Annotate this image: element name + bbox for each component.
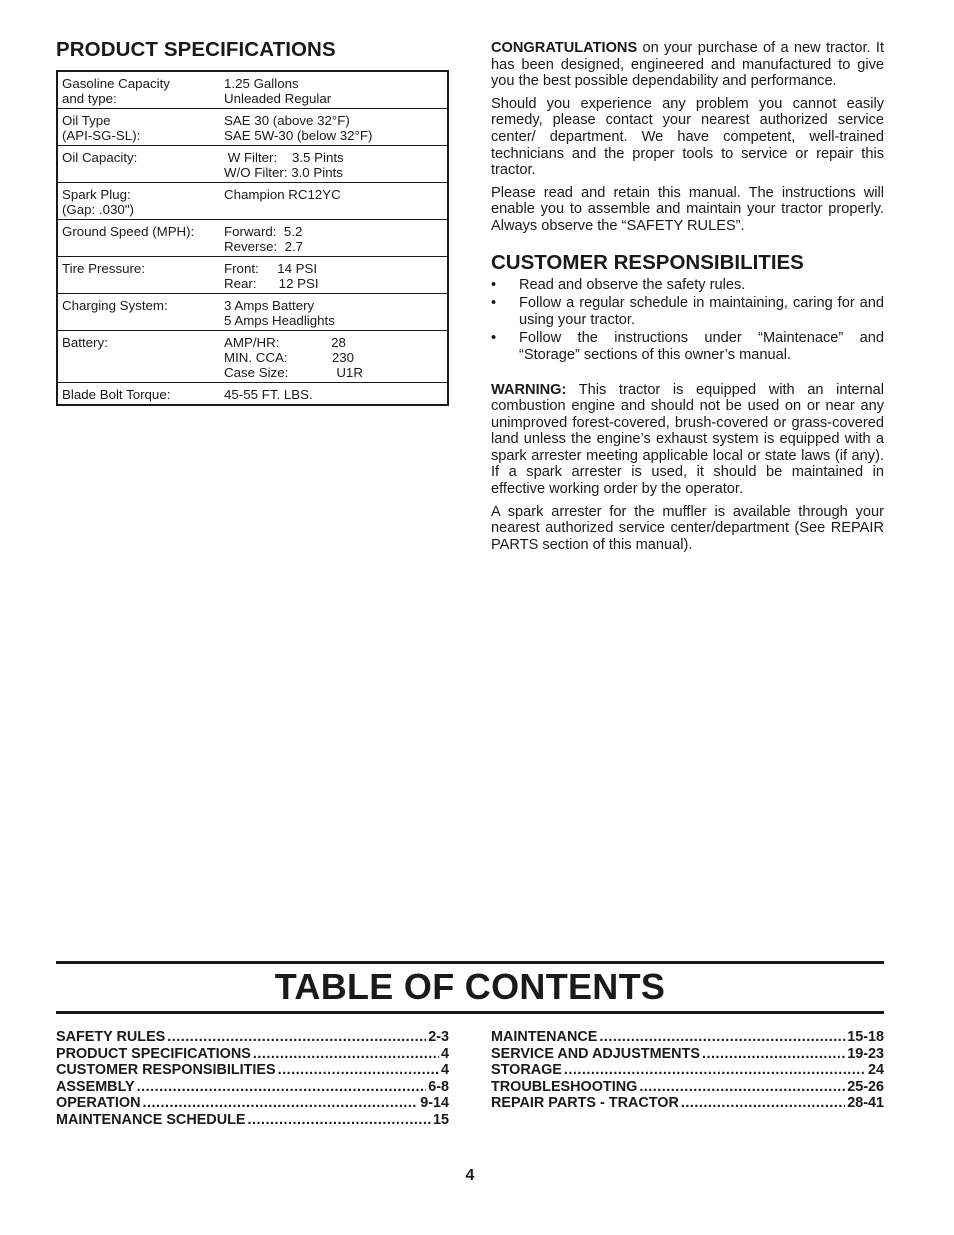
spec-value: Forward: 5.2 Reverse: 2.7 [224, 224, 304, 254]
spec-value: 3 Amps Battery 5 Amps Headlights [224, 298, 335, 328]
spec-label: Charging System: [62, 298, 168, 313]
toc-left-column [56, 1029, 449, 1128]
right-column [491, 40, 884, 559]
responsibilities-list [491, 277, 884, 364]
warning-paragraph [491, 382, 884, 498]
spec-value: 45-55 FT. LBS. [224, 387, 313, 402]
toc-entry-title: SAFETY RULES [56, 1029, 166, 1045]
toc-entry-title: TROUBLESHOOTING [491, 1078, 638, 1095]
list-item [491, 330, 884, 363]
toc-entry-storage[interactable] [491, 1062, 884, 1079]
spec-row-oil-type [58, 108, 447, 145]
toc-entry-title: OPERATION [56, 1095, 141, 1111]
bullet-icon: • [491, 295, 497, 312]
toc-entry-title: MAINTENANCE [491, 1029, 598, 1045]
warning-text: This tractor is equipped with an internal combustion engine and should not be used on or near any unimproved forest-covered, brush-covered or grass-covered land unless the engine’s exhaust system is equipped with a spark arrester meeting applicable local or state laws (if any). If a spark arrester is used, it should be maintained in effective working order by the operator. [491, 381, 884, 498]
toc-entry-pages: 19-23 [847, 1045, 884, 1062]
toc-entry-title: STORAGE [491, 1062, 562, 1078]
spec-label: Spark Plug: (Gap: .030") [62, 187, 134, 217]
spec-label: Ground Speed (MPH): [62, 224, 195, 239]
product-specifications-heading: PRODUCT SPECIFICATIONS [56, 38, 336, 61]
spec-value: SAE 30 (above 32°F) SAE 5W-30 (below 32°F) [224, 113, 373, 143]
toc-entry-pages: 4 [440, 1062, 449, 1078]
retain-paragraph: Please read and retain this manual. The instructions will enable you to assemble and maintain your tractor properly. Always observe the “SAFETY RULES”. [491, 184, 884, 234]
toc-entry-pages: 25-26 [847, 1078, 884, 1095]
spec-value: AMP/HR: 28 MIN. CCA: 230 Case Size: U1R [224, 335, 363, 380]
congratulations-paragraph [491, 40, 884, 90]
spark-arrester-paragraph: A spark arrester for the muffler is available through your nearest authorized service center/department (See REPAIR PARTS section of this manual). [491, 503, 884, 553]
warning-block [491, 382, 884, 554]
problem-paragraph: Should you experience any problem you cannot easily remedy, please contact your nearest authorized service center/ department. We have competent, well-trained technicians and the proper tools to service or repair this tractor. [491, 95, 884, 179]
list-item [491, 295, 884, 328]
spec-row-gasoline [58, 72, 447, 108]
toc-entry-product-specifications[interactable] [56, 1046, 449, 1063]
congratulations-text: on your purchase of a new tractor. It has been designed, engineered and manufactured to give you the best possible dependability and performance. [491, 40, 884, 90]
spec-row-ground-speed [58, 219, 447, 256]
spec-row-tire-pressure [58, 256, 447, 293]
toc-entry-pages: 2-3 [428, 1029, 449, 1045]
toc-entry-pages: 4 [440, 1045, 449, 1062]
toc-entry-title: ASSEMBLY [56, 1078, 135, 1095]
toc-entry-maintenance[interactable] [491, 1029, 884, 1046]
toc-entry-pages: 28-41 [847, 1095, 884, 1111]
bullet-text: Follow a regular schedule in maintaining, caring for and using your tractor. [519, 295, 884, 328]
toc-right-column [491, 1029, 884, 1112]
toc-entry-troubleshooting[interactable] [491, 1079, 884, 1096]
list-item [491, 277, 884, 294]
toc-entry-safety-rules[interactable] [56, 1029, 449, 1046]
spec-table [56, 70, 449, 406]
spec-row-spark-plug [58, 182, 447, 219]
page-number: 4 [465, 1167, 475, 1184]
toc-entry-title: CUSTOMER RESPONSIBILITIES [56, 1062, 276, 1078]
congratulations-lead: CONGRATULATIONS [491, 40, 638, 56]
bullet-text: Read and observe the safety rules. [519, 276, 746, 293]
toc-entry-operation[interactable] [56, 1095, 449, 1112]
toc-entry-pages: 15 [432, 1111, 449, 1128]
toc-entry-title: MAINTENANCE SCHEDULE [56, 1111, 246, 1128]
toc-entry-title: PRODUCT SPECIFICATIONS [56, 1045, 251, 1062]
customer-responsibilities-heading: CUSTOMER RESPONSIBILITIES [491, 250, 804, 274]
toc-divider-bottom [56, 1011, 884, 1014]
warning-lead: WARNING: [491, 381, 567, 398]
toc-entry-title: SERVICE AND ADJUSTMENTS [491, 1045, 700, 1062]
toc-entry-repair-parts[interactable] [491, 1095, 884, 1112]
spec-row-battery [58, 330, 447, 382]
toc-title: TABLE OF CONTENTS [274, 966, 666, 1007]
spec-value: Champion RC12YC [224, 187, 341, 202]
spec-label: Tire Pressure: [62, 261, 146, 276]
spec-value: 1.25 Gallons Unleaded Regular [224, 76, 332, 106]
spec-row-charging [58, 293, 447, 330]
spec-label: Oil Type (API-SG-SL): [62, 113, 141, 143]
toc-entry-maintenance-schedule[interactable] [56, 1112, 449, 1129]
toc-entry-pages: 15-18 [847, 1029, 884, 1045]
spec-row-blade-torque [58, 382, 447, 404]
spec-label: Gasoline Capacity and type: [62, 76, 170, 106]
bullet-icon: • [491, 330, 497, 347]
spec-row-oil-capacity [58, 145, 447, 182]
toc-divider-top [56, 961, 884, 964]
bullet-icon: • [491, 276, 497, 293]
toc-entry-pages: 9-14 [420, 1095, 449, 1111]
toc-entry-customer-responsibilities[interactable] [56, 1062, 449, 1079]
spec-label: Oil Capacity: [62, 150, 138, 165]
toc-entry-assembly[interactable] [56, 1079, 449, 1096]
toc-entry-title: REPAIR PARTS - TRACTOR [491, 1095, 679, 1111]
bullet-text: Follow the instructions under “Maintenace” and “Storage” sections of this owner’s manual. [519, 330, 884, 363]
spec-label: Blade Bolt Torque: [62, 387, 171, 402]
spec-value: Front: 14 PSI Rear: 12 PSI [224, 261, 319, 291]
toc-entry-service-and-adjustments[interactable] [491, 1046, 884, 1063]
spec-label: Battery: [62, 335, 108, 350]
spec-value: W Filter: 3.5 Pints W/O Filter: 3.0 Pints [224, 150, 344, 180]
toc-entry-pages: 6-8 [428, 1078, 449, 1095]
toc-entry-pages: 24 [867, 1062, 884, 1078]
